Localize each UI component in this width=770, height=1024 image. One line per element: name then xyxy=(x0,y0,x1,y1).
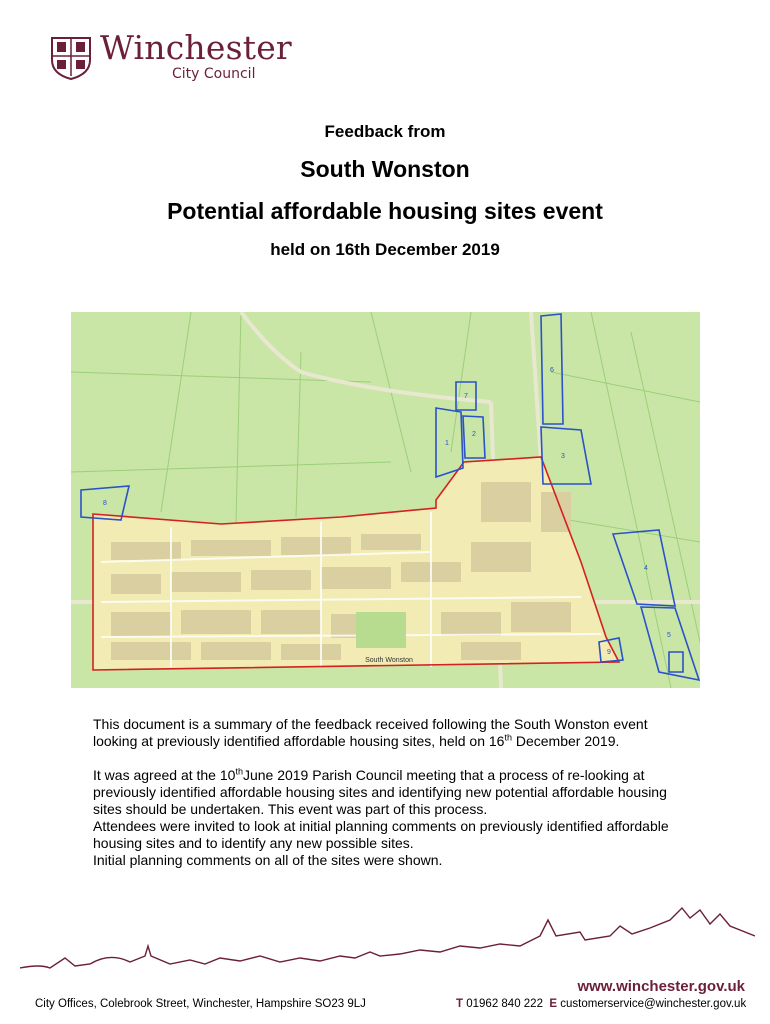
site-map xyxy=(71,312,700,688)
site-label: 9 xyxy=(607,649,611,656)
brand-subtitle: City Council xyxy=(172,66,256,82)
paragraph-comments: Initial planning comments on all of the sites were shown. xyxy=(93,852,443,868)
paragraph-intro: This document is a summary of the feedback received following the South Wonston event looking at previously identified affordable housing sites, held on 16th December 2019. xyxy=(93,716,648,749)
title-feedback-from: Feedback from xyxy=(324,122,446,141)
paragraph-agreement: It was agreed at the 10thJune 2019 Parish Council meeting that a process of re-looking at previously identified affordable housing sites and identifying new potential affordable housing sites should be undertaken. This event was part of this process. xyxy=(93,766,667,817)
brand-name: Winchester xyxy=(100,28,292,67)
title-location: South Wonston xyxy=(300,156,470,182)
site-label: 1 xyxy=(445,440,449,447)
council-address: City Offices, Colebrook Street, Winchester, Hampshire SO23 9LJ xyxy=(35,998,366,1010)
city-skyline-graphic xyxy=(20,906,755,986)
email-link[interactable]: customerservice@winchester.gov.uk xyxy=(560,998,747,1010)
email-label: E xyxy=(549,998,558,1010)
summary-text xyxy=(93,716,693,869)
site-label: 3 xyxy=(561,453,565,460)
crest-icon xyxy=(50,36,92,80)
site-label: 6 xyxy=(550,367,554,374)
title-event: Potential affordable housing sites event xyxy=(167,198,603,224)
title-date: held on 16th December 2019 xyxy=(270,240,500,259)
contact-details xyxy=(456,998,746,1010)
website-link[interactable]: www.winchester.gov.uk xyxy=(577,978,745,995)
council-logo xyxy=(50,28,310,94)
phone-number[interactable]: 01962 840 222 xyxy=(466,998,543,1010)
site-label: 5 xyxy=(667,632,671,639)
site-label: 4 xyxy=(644,565,648,572)
site-label: 8 xyxy=(103,500,107,507)
map-area-label: South Wonston xyxy=(365,657,413,664)
phone-label: T xyxy=(456,998,464,1010)
site-label: 7 xyxy=(464,393,468,400)
paragraph-attendees: Attendees were invited to look at initial planning comments on previously identified affordable housing sites and to identify any new possible sites. xyxy=(93,818,669,851)
site-label: 2 xyxy=(472,431,476,438)
